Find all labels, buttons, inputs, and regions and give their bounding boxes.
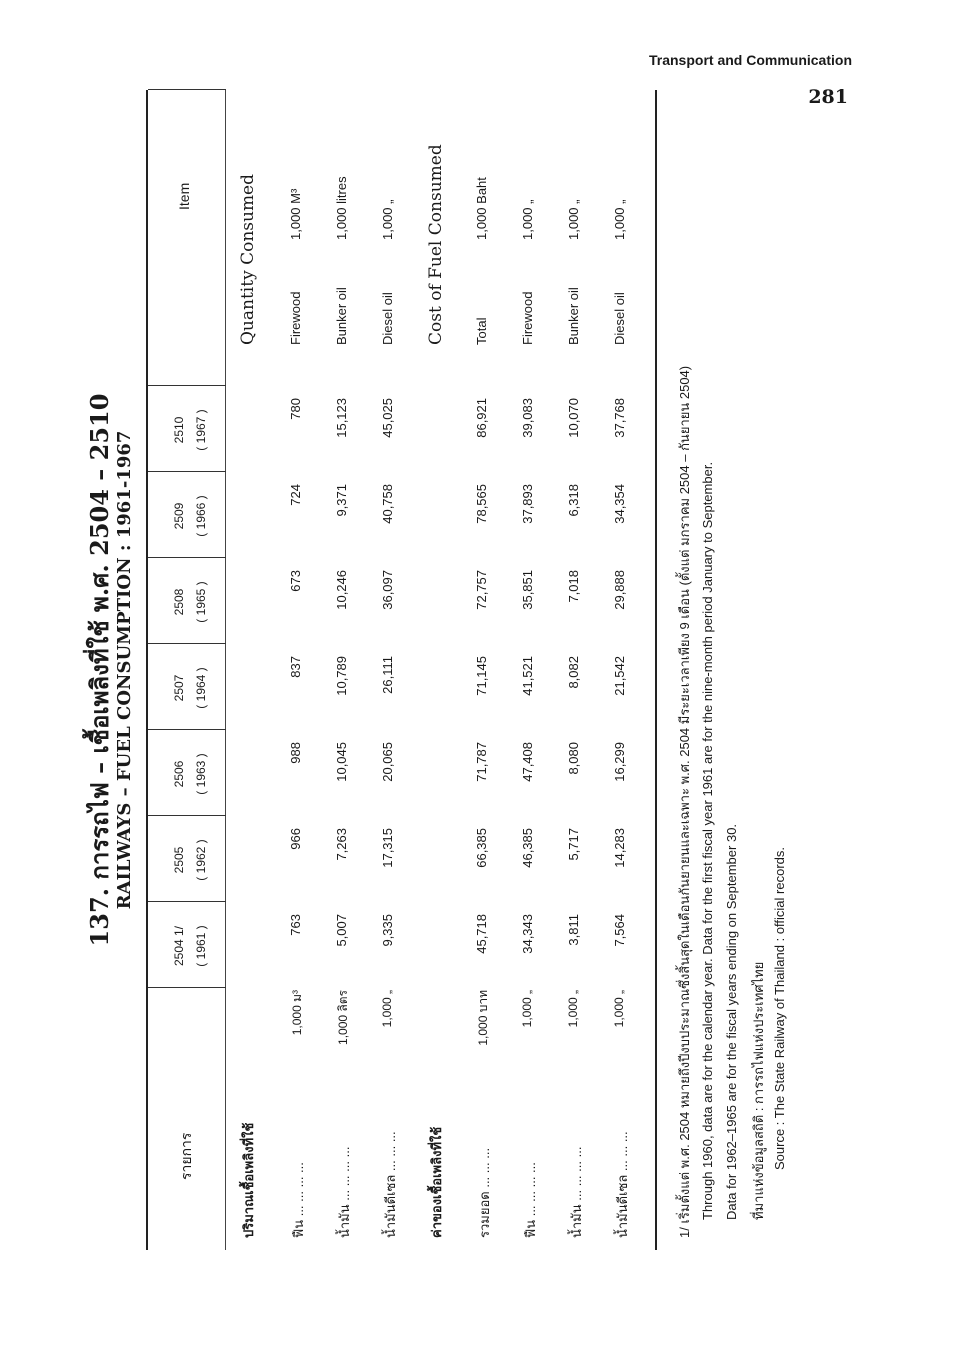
year-ce: ( 1963 )	[194, 753, 208, 795]
table-row	[474, 90, 500, 1250]
cell-value: 34,343	[520, 914, 535, 954]
year-ce: ( 1967 )	[194, 409, 208, 451]
column-divider	[148, 815, 226, 816]
table-row	[520, 90, 546, 1250]
row-label-thai: น้ำมัน ... ... ... ...	[337, 1146, 352, 1238]
cell-value: 7,263	[334, 828, 349, 861]
cell-value: 37,768	[612, 398, 627, 438]
column-divider	[148, 729, 226, 730]
year-header	[168, 388, 212, 472]
row-unit-thai: 1,000 „	[380, 990, 394, 1028]
cell-value: 10,045	[334, 742, 349, 782]
year-header	[168, 732, 212, 816]
cell-value: 71,145	[474, 656, 489, 696]
row-label-english: Bunker oil	[566, 287, 581, 345]
year-ce: ( 1966 )	[194, 495, 208, 537]
row-label-thai: ฟืน ... ... ... ...	[291, 1162, 306, 1238]
cell-value: 66,385	[474, 828, 489, 868]
cell-value: 26,111	[380, 656, 395, 694]
row-label-english: Cost of Fuel Consumed	[426, 144, 446, 345]
cell-value: 10,070	[566, 398, 581, 438]
cell-value: 5,007	[334, 914, 349, 947]
year-header	[168, 560, 212, 644]
cell-value: 20,065	[380, 742, 395, 782]
row-label-english: Quantity Consumed	[238, 173, 258, 345]
cell-value: 9,335	[380, 914, 395, 947]
cell-value: 45,718	[474, 914, 489, 954]
bottom-rule	[655, 90, 657, 1250]
table-row	[288, 90, 314, 1250]
page-number: 281	[808, 86, 848, 108]
footnote: ที่มาแห่งข้อมูลสถิติ : การรถไฟแห่งประเทศไทย	[751, 961, 766, 1220]
year-be: 2506	[172, 760, 186, 788]
section-row	[238, 90, 264, 1250]
cell-value: 36,097	[380, 570, 395, 610]
row-unit-english: 1,000 „	[520, 199, 535, 240]
row-label-english: Diesel oil	[380, 292, 395, 345]
row-label-english: Firewood	[520, 291, 535, 345]
row-label-thai: ฟืน ... ... ... ...	[523, 1162, 538, 1238]
section-row	[426, 90, 452, 1250]
table-row	[380, 90, 406, 1250]
year-be: 2504 1/	[172, 925, 186, 967]
row-unit-english: 1,000 litres	[334, 176, 349, 240]
table-title-thai: 137. การรถไฟ – เชื้อเพลิงที่ใช้ พ.ศ. 2504 – 2510	[85, 393, 114, 947]
row-label-thai: ค่าของเชื้อเพลิงที่ใช้	[429, 1126, 444, 1238]
row-unit-english: 1,000 „	[566, 199, 581, 240]
column-divider	[148, 471, 226, 472]
table-row	[612, 90, 638, 1250]
year-ce: ( 1962 )	[194, 839, 208, 881]
cell-value: 72,757	[474, 570, 489, 610]
row-label-english: Bunker oil	[334, 287, 349, 345]
cell-value: 46,385	[520, 828, 535, 868]
year-header	[168, 818, 212, 902]
cell-value: 5,717	[566, 828, 581, 861]
cell-value: 14,283	[612, 828, 627, 868]
cell-value: 966	[288, 828, 303, 850]
cell-value: 10,789	[334, 656, 349, 696]
cell-value: 6,318	[566, 484, 581, 517]
cell-value: 780	[288, 398, 303, 420]
cell-value: 37,893	[520, 484, 535, 524]
row-unit-thai: 1,000 ลิตร	[336, 990, 350, 1045]
row-label-thai: รวมยอด ... ... ...	[477, 1147, 492, 1238]
row-label-english: Firewood	[288, 291, 303, 345]
year-header	[168, 646, 212, 730]
cell-value: 71,787	[474, 742, 489, 782]
cell-value: 78,565	[474, 484, 489, 524]
footnote: Source : The State Railway of Thailand : official records.	[772, 846, 787, 1170]
year-be: 2507	[172, 674, 186, 702]
cell-value: 3,811	[566, 914, 581, 946]
column-divider	[148, 643, 226, 644]
table-row	[566, 90, 592, 1250]
running-header: Transport and Communication	[648, 52, 852, 68]
cell-value: 724	[288, 484, 303, 506]
cell-value: 21,542	[612, 656, 627, 696]
cell-value: 86,921	[474, 398, 489, 438]
cell-value: 673	[288, 570, 303, 592]
cell-value: 9,371	[334, 484, 349, 517]
footnote: Through 1960, data are for the calendar year. Data for the first fiscal year 1961 are for the nine-month period January to September.	[700, 461, 715, 1220]
cell-value: 47,408	[520, 742, 535, 782]
column-header-thai: รายการ	[178, 1132, 194, 1180]
footnote: Data for 1962–1965 are for the fiscal years ending on September 30.	[724, 823, 739, 1220]
year-ce: ( 1965 )	[194, 581, 208, 623]
row-unit-thai: 1,000 „	[612, 990, 626, 1028]
row-unit-english: 1,000 „	[612, 199, 627, 240]
row-unit-thai: 1,000 บาท	[476, 990, 490, 1046]
row-label-thai: น้ำมันดีเซล ... ... ...	[615, 1131, 630, 1238]
column-header-item: Item	[176, 182, 192, 210]
table-row	[334, 90, 360, 1250]
table-title-english: RAILWAYS – FUEL CONSUMPTION : 1961-1967	[114, 430, 135, 910]
year-ce: ( 1961 )	[194, 925, 208, 967]
cell-value: 763	[288, 914, 303, 936]
column-divider	[148, 89, 226, 90]
cell-value: 40,758	[380, 484, 395, 524]
row-unit-english: 1,000 „	[380, 199, 395, 240]
column-divider	[148, 987, 226, 988]
row-label-english: Diesel oil	[612, 292, 627, 345]
column-divider	[148, 385, 226, 386]
row-unit-thai: 1,000 „	[520, 990, 534, 1028]
cell-value: 39,083	[520, 398, 535, 438]
cell-value: 8,080	[566, 742, 581, 775]
year-be: 2508	[172, 588, 186, 616]
column-divider	[148, 901, 226, 902]
cell-value: 8,082	[566, 656, 581, 689]
cell-value: 29,888	[612, 570, 627, 610]
row-unit-english: 1,000 Baht	[474, 177, 489, 240]
year-ce: ( 1964 )	[194, 667, 208, 709]
cell-value: 988	[288, 742, 303, 764]
row-label-thai: น้ำมันดีเซล ... ... ...	[383, 1131, 398, 1238]
year-be: 2510	[172, 416, 186, 444]
cell-value: 45,025	[380, 398, 395, 438]
cell-value: 7,018	[566, 570, 581, 603]
column-divider	[148, 557, 226, 558]
cell-value: 15,123	[334, 398, 349, 438]
row-label-thai: น้ำมัน ... ... ... ...	[569, 1146, 584, 1238]
header-bottom-rule	[225, 90, 226, 1250]
year-header	[168, 474, 212, 558]
year-header	[168, 904, 212, 988]
cell-value: 16,299	[612, 742, 627, 782]
year-be: 2509	[172, 502, 186, 530]
cell-value: 17,315	[380, 828, 395, 868]
cell-value: 34,354	[612, 484, 627, 524]
row-label-thai: ปริมาณเชื้อเพลิงที่ใช้	[241, 1122, 256, 1238]
cell-value: 7,564	[612, 914, 627, 947]
footnote: 1/ เริ่มตั้งแต่ พ.ศ. 2504 หมายถึงปีงบประมาณซึ่งสิ้นสุดในเดือนกันยายนและเฉพาะ พ.ศ. 2504 มีระยะเวลาเพียง 9 เดือน (ตั้งแต่ มกราคม 2504 – กันยายน 2504)	[677, 365, 692, 1238]
cell-value: 35,851	[520, 570, 535, 610]
year-be: 2505	[172, 846, 186, 874]
row-unit-thai: 1,000 „	[566, 990, 580, 1028]
cell-value: 837	[288, 656, 303, 678]
cell-value: 10,246	[334, 570, 349, 610]
row-unit-english: 1,000 M³	[288, 188, 303, 240]
row-label-english: Total	[474, 317, 489, 345]
rotated-table-page	[70, 30, 810, 1250]
top-rule	[146, 90, 148, 1250]
row-unit-thai: 1,000 ม³	[290, 990, 304, 1036]
cell-value: 41,521	[520, 656, 535, 696]
